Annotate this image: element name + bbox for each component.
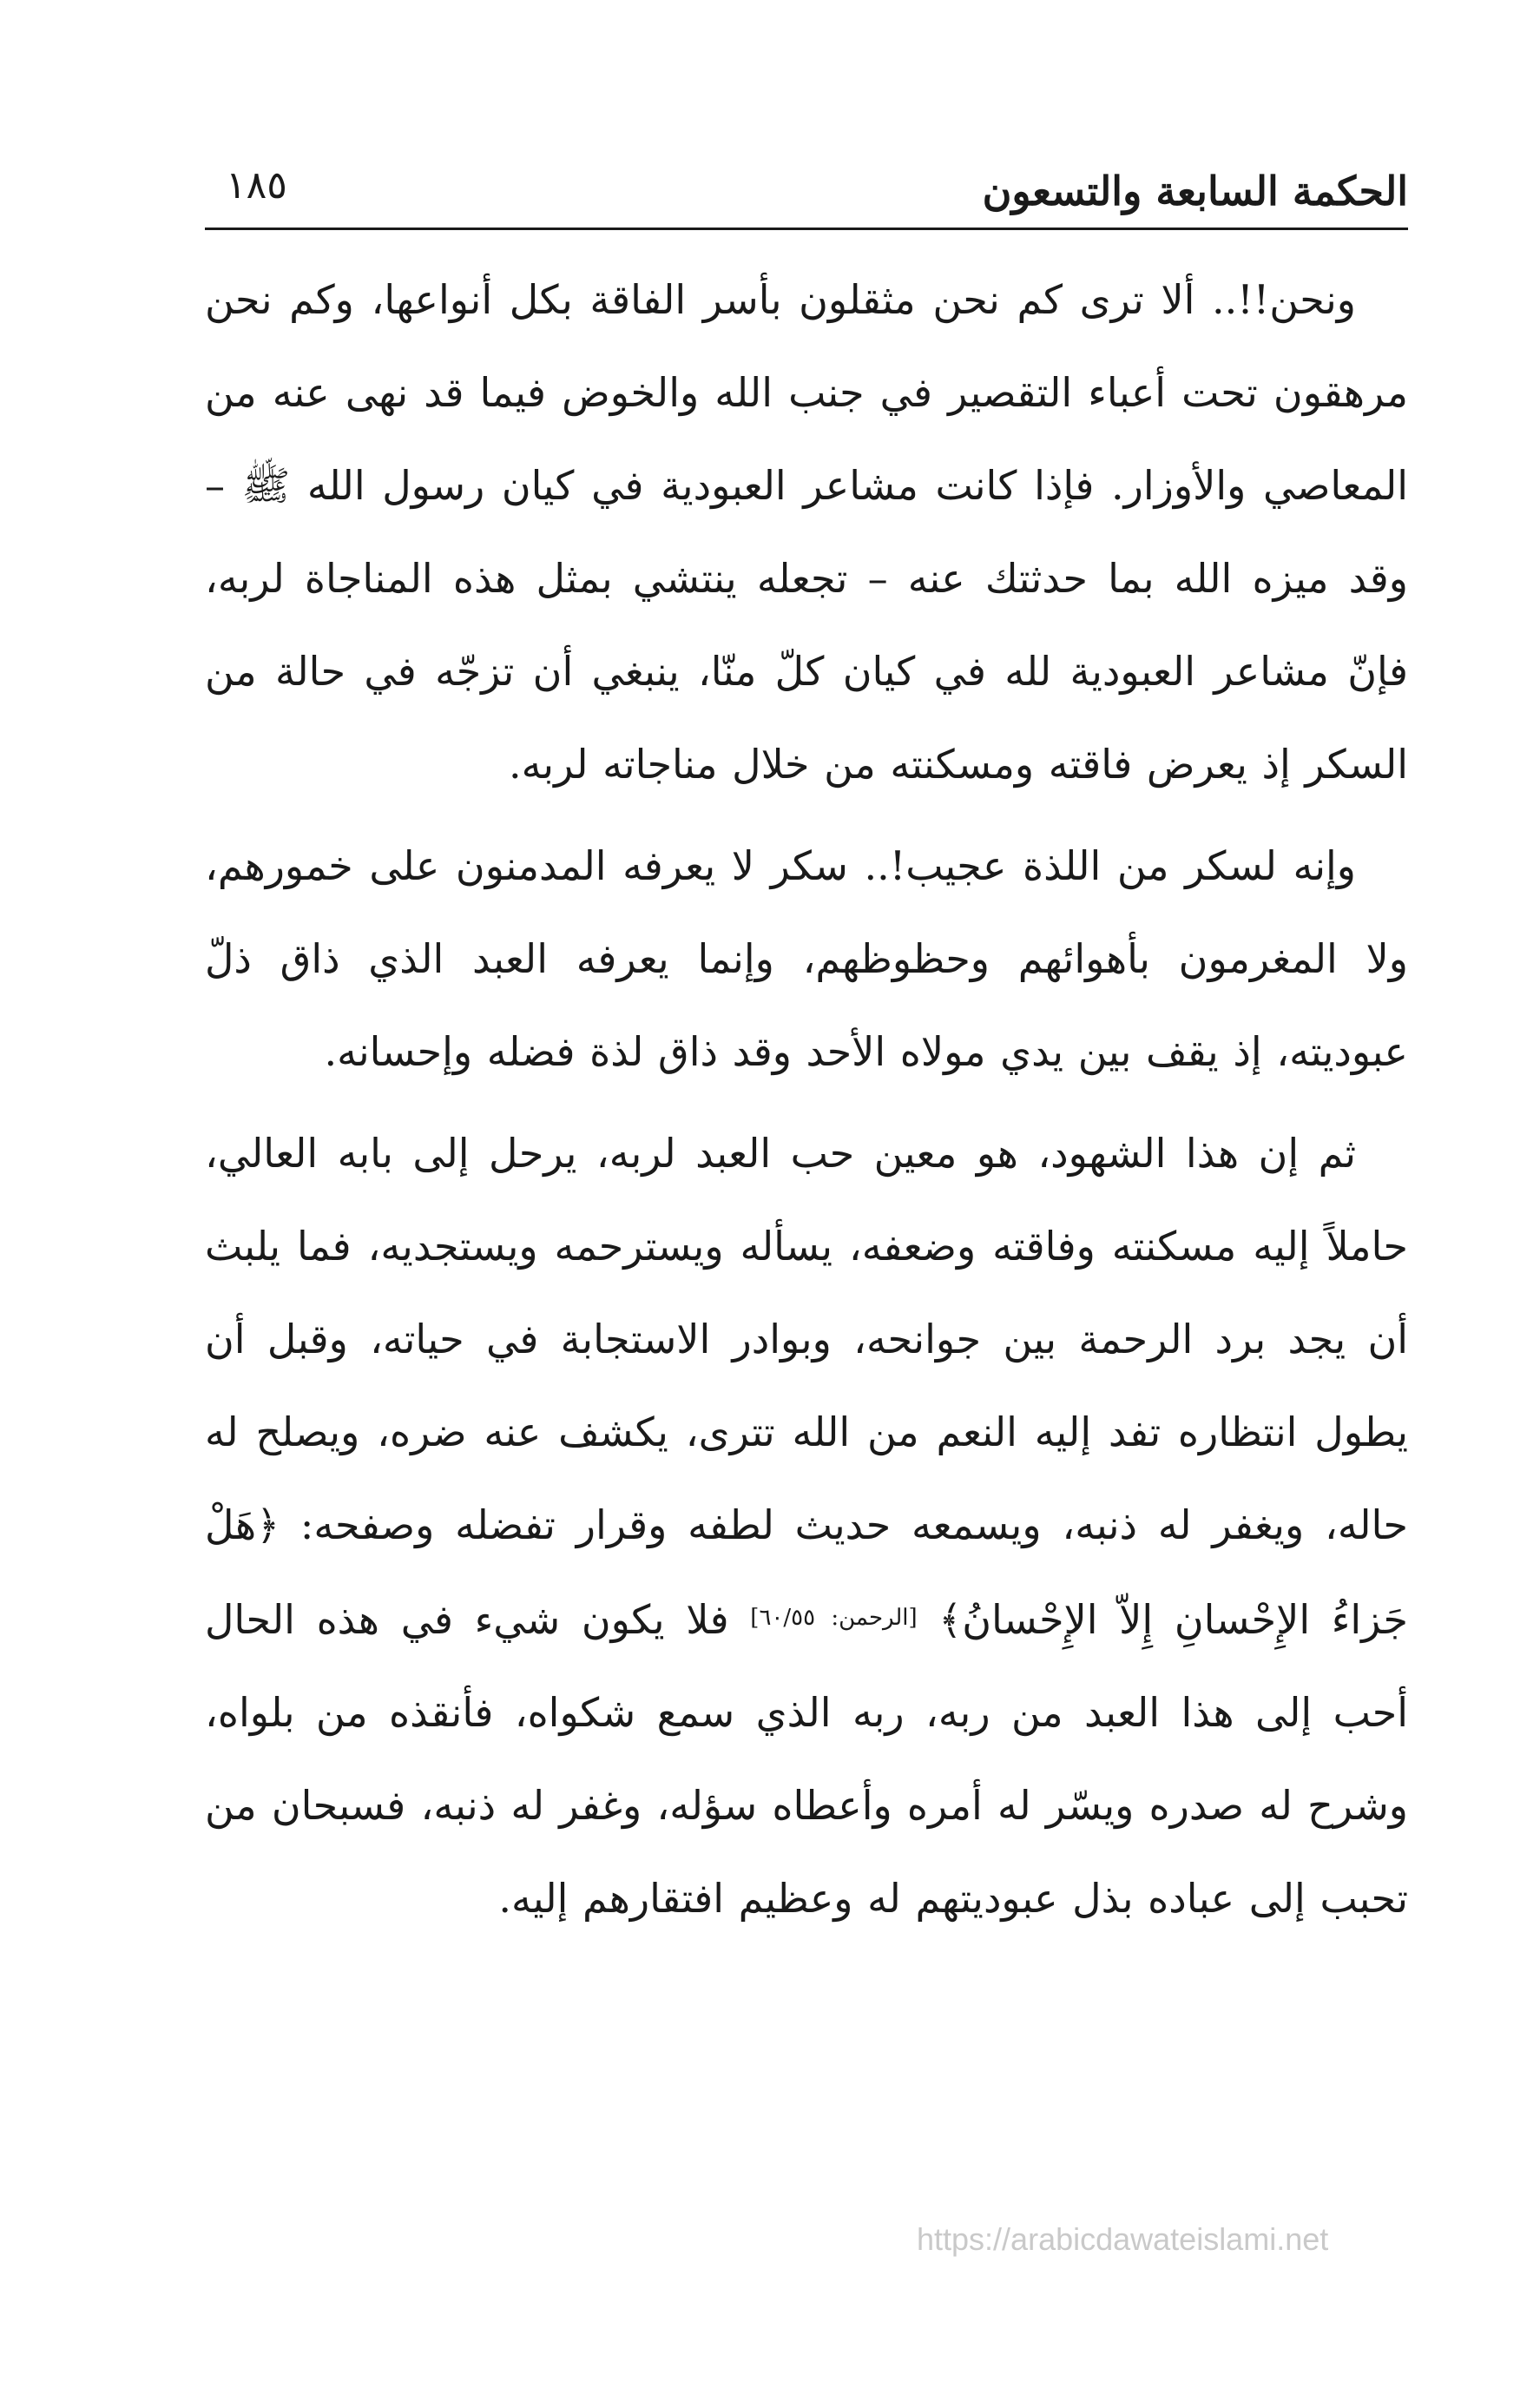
paragraph-3-intro: ثم إن هذا الشهود، هو معين حب العبد لربه، يرحل إلى بابه العالي، حاملاً إليه مسكنته وفاقته وضعفه، يسأله ويسترحمه ويستجديه، فما يلبث أن يجد برد الرحمة بين جوانحه، وبوادر الاستجابة في حياته، وقبل أن يطول انتظاره تفد إليه النعم من الله تترى، يكشف عنه ضره، ويصلح له حاله، ويغفر له ذنبه، ويسمعه حديث لطفه وقرار تفضله وصفحه: — [205, 1130, 1408, 1548]
page-number: ١٨٥ — [226, 163, 287, 208]
page-header — [205, 148, 1408, 230]
paragraph-2: وإنه لسكر من اللذة عجيب!.. سكر لا يعرفه المدمنون على خمورهم، ولا المغرمون بأهوائهم وحظوظهم، وإنما يعرفه العبد الذي ذاق ذلّ عبوديته، إذ يقف بين يدي مولاه الأحد وقد ذاق لذة فضله وإحسانه. — [205, 842, 1408, 1075]
paragraph-1: ونحن!!.. ألا ترى كم نحن مثقلون بأسر الفاقة بكل أنواعها، وكم نحن مرهقون تحت أعباء التقصير في جنب الله والخوض فيما قد نهى عنه من المعاصي والأوزار. فإذا كانت مشاعر العبودية في كيان رسول الله ﷺ – وقد ميزه الله بما حدثتك عنه – تجعله ينتشي بمثل هذه المناجاة لربه، فإنّ مشاعر العبودية لله في كيان كلّ منّا، ينبغي أن تزجّه في حالة من السكر إذ يعرض فاقته ومسكنته من خلال مناجاته لربه. — [205, 276, 1408, 788]
body-text — [205, 254, 1408, 1945]
header-divider — [205, 228, 1408, 230]
quran-citation: [الرحمن: ٦٠/٥٥] — [750, 1605, 918, 1631]
chapter-title: الحكمة السابعة والتسعون — [982, 168, 1408, 214]
watermark-url: https://arabicdawateislami.net — [917, 2221, 1329, 2257]
paragraph-3-rest: فلا يكون شيء في هذه الحال أحب إلى هذا العبد من ربه، ربه الذي سمع شكواه، فأنقذه من بلواه، وشرح له صدره ويسّر له أمره وأعطاه سؤله، وغفر له ذنبه، فسبحان من تحبب إلى عباده بذل عبوديتهم له وعظيم افتقارهم إليه. — [205, 1596, 1408, 1922]
quran-verse: ﴿هَلْ جَزاءُ الإِحْسانِ إِلاّ الإِحْسانُ﴾ — [205, 1501, 1408, 1643]
paragraph-3 — [205, 1107, 1408, 1945]
